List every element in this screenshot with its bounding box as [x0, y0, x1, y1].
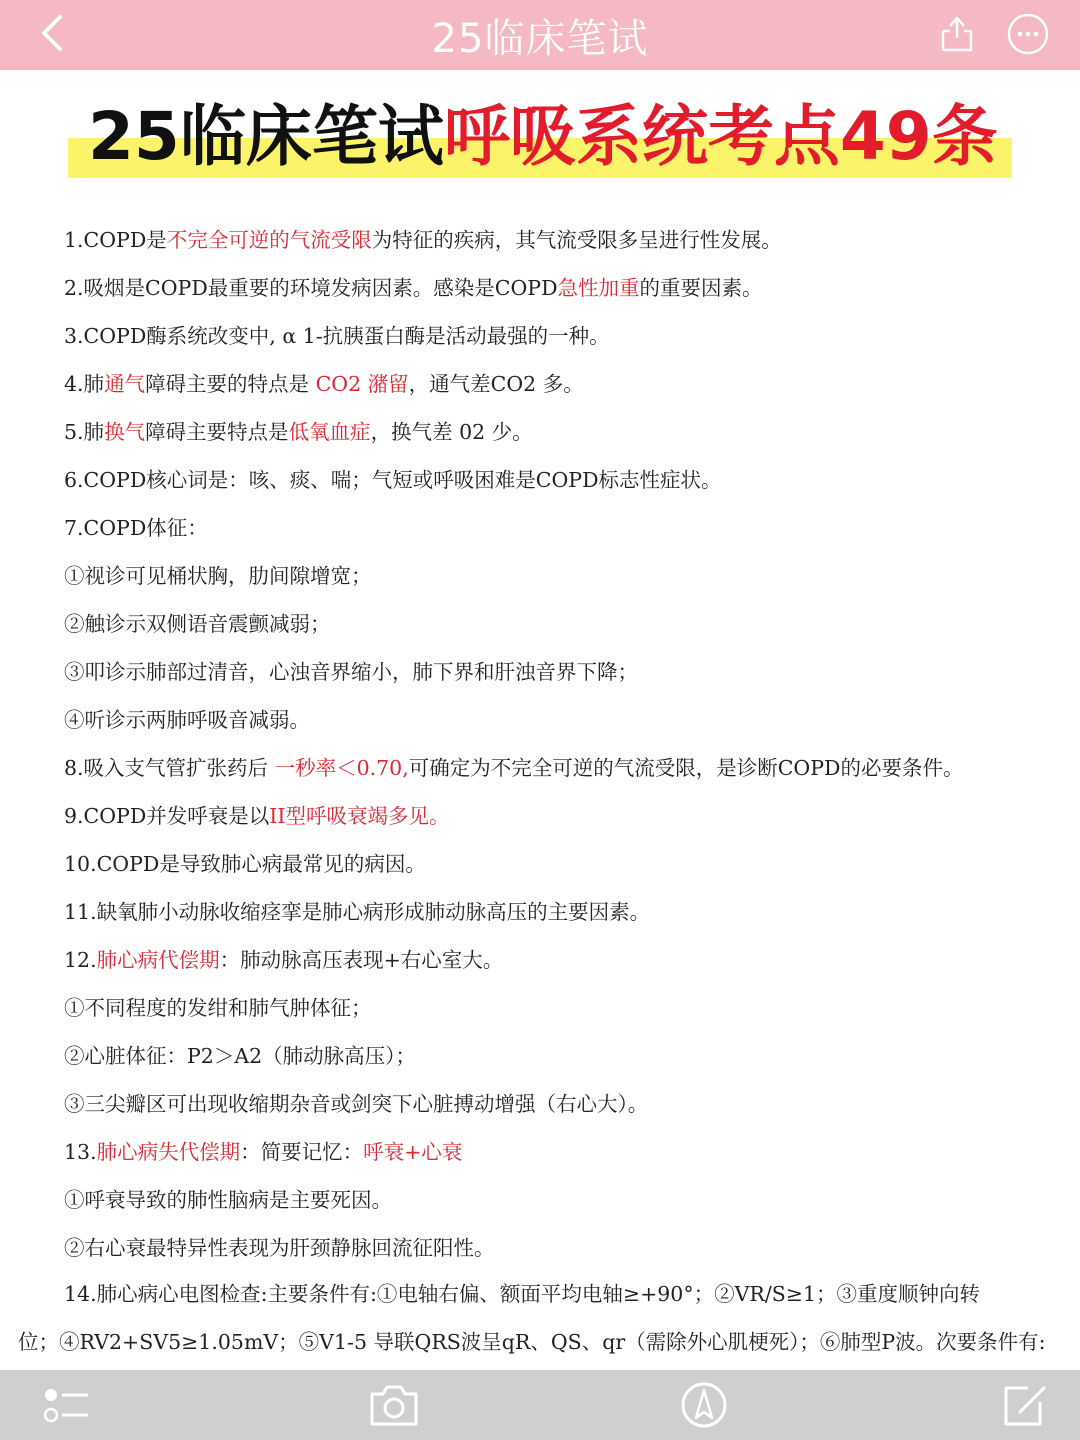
body-text: ③叩诊示肺部过清音，心浊音界缩小，肺下界和肝浊音界下降； — [64, 660, 638, 684]
more-dots-icon — [1006, 12, 1050, 56]
list-toggle-button[interactable] — [40, 1380, 92, 1430]
note-line — [64, 1176, 392, 1224]
note-line — [64, 936, 503, 984]
highlight-text: 肺心病代偿期 — [96, 948, 220, 972]
more-button[interactable] — [1006, 12, 1050, 56]
body-text: ②右心衰最特异性表现为肝颈静脉回流征阳性。 — [64, 1236, 495, 1260]
headline-black-part: 25临床笔试 — [88, 98, 444, 175]
note-line — [64, 888, 650, 936]
share-icon — [934, 10, 980, 56]
list-toggle-icon — [40, 1380, 92, 1430]
highlight-text: 急性加重 — [557, 276, 640, 300]
note-line — [64, 360, 584, 408]
note-line — [64, 744, 963, 792]
body-text: 13. — [64, 1140, 97, 1164]
body-text: 为特征的疾病，其气流受限多呈进行性发展。 — [371, 228, 782, 252]
camera-icon — [368, 1380, 420, 1430]
body-text: 1.COPD是 — [64, 228, 167, 252]
body-text: ④听诊示两肺呼吸音减弱。 — [64, 708, 310, 732]
camera-button[interactable] — [368, 1380, 420, 1430]
body-text: 6.COPD核心词是：咳、痰、喘；气短或呼吸困难是COPD标志性症状。 — [64, 468, 722, 492]
body-text: ②心脏体征：P2＞A2（肺动脉高压）； — [64, 1044, 416, 1068]
body-text: ①不同程度的发绀和肺气肿体征； — [64, 996, 372, 1020]
edit-button[interactable] — [1000, 1380, 1052, 1430]
chevron-left-icon — [36, 13, 66, 53]
highlight-text: 换气 — [104, 420, 146, 444]
top-bar — [0, 0, 1080, 70]
note-line — [64, 648, 638, 696]
highlight-text: II型呼吸衰竭多见。 — [269, 804, 450, 828]
highlight-text: 肺心病失代偿期 — [96, 1140, 241, 1164]
body-text: 障碍主要特点是 — [145, 420, 289, 444]
note-line — [64, 840, 426, 888]
highlight-text: 通气 — [104, 372, 146, 396]
body-text: ②触诊示双侧语音震颤减弱； — [64, 612, 331, 636]
highlight-text: 不完全可逆的气流受限 — [166, 228, 372, 252]
highlight-text: 呼衰+心衰 — [363, 1140, 463, 1164]
note-line — [64, 408, 533, 456]
note-line — [64, 312, 610, 360]
body-text: 位；④RV2+SV5≥1.05mV；⑤V1-5 导联QRS波呈qR、QS、qr（需除外心肌梗死）；⑥肺型P波。次要条件有: — [18, 1330, 1046, 1354]
body-text: 2.吸烟是COPD最重要的环境发病因素。感染是COPD — [64, 276, 558, 300]
note-line — [64, 792, 449, 840]
bottom-toolbar — [0, 1370, 1080, 1440]
body-text: ①视诊可见桶状胸，肋间隙增宽； — [64, 564, 372, 588]
note-line — [64, 1032, 416, 1080]
body-text: 11.缺氧肺小动脉收缩痉挛是肺心病形成肺动脉高压的主要因素。 — [64, 900, 651, 924]
note-line — [64, 1128, 462, 1176]
note-line — [64, 1224, 495, 1272]
compass-icon — [678, 1380, 730, 1430]
edit-icon — [1000, 1380, 1052, 1430]
note-line — [64, 600, 331, 648]
body-text: ，通气差CO2 多。 — [408, 372, 584, 396]
compass-button[interactable] — [678, 1380, 730, 1430]
body-text: 7.COPD体征： — [64, 516, 208, 540]
page-title: 25临床笔试 — [431, 15, 649, 62]
note-line — [64, 1270, 980, 1318]
body-text: 8.吸入支气管扩张药后 — [64, 756, 275, 780]
note-line — [64, 1080, 648, 1128]
note-line — [64, 504, 208, 552]
note-line — [64, 984, 372, 1032]
highlight-text: CO2 潴留 — [315, 372, 409, 396]
body-text: 12. — [64, 948, 97, 972]
body-text: 10.COPD是导致肺心病最常见的病因。 — [64, 852, 426, 876]
body-text: 4.肺 — [64, 372, 105, 396]
highlight-text: 低氧血症 — [288, 420, 371, 444]
body-text: 3.COPD酶系统改变中, α 1-抗胰蛋白酶是活动最强的一种。 — [64, 324, 610, 348]
body-text: 5.肺 — [64, 420, 105, 444]
body-text: ：简要记忆： — [240, 1140, 364, 1164]
share-button[interactable] — [934, 10, 980, 56]
body-text: ：肺动脉高压表现+右心室大。 — [219, 948, 504, 972]
headline — [68, 92, 1012, 182]
body-text: ③三尖瓣区可出现收缩期杂音或剑突下心脏搏动增强（右心大）。 — [64, 1092, 649, 1116]
body-text: ①呼衰导致的肺性脑病是主要死因。 — [64, 1188, 392, 1212]
body-text: ，换气差 02 少。 — [370, 420, 533, 444]
body-text: 的重要因素。 — [639, 276, 763, 300]
headline-red-part: 呼吸系统考点49条 — [443, 98, 998, 175]
note-line — [64, 216, 782, 264]
body-text: 9.COPD并发呼衰是以 — [64, 804, 270, 828]
note-line — [18, 1318, 1046, 1366]
body-text: 14.肺心病心电图检查:主要条件有:①电轴右偏、额面平均电轴≥+90°；②VR/S≥1；③重度顺钟向转 — [64, 1282, 981, 1306]
note-line — [64, 552, 372, 600]
highlight-text: 一秒率＜0.70, — [274, 756, 409, 780]
note-line — [64, 264, 763, 312]
back-button[interactable] — [28, 10, 74, 56]
body-text: 障碍主要的特点是 — [145, 372, 316, 396]
note-line — [64, 456, 722, 504]
body-text: 可确定为不完全可逆的气流受限，是诊断COPD的必要条件。 — [408, 756, 964, 780]
note-line — [64, 696, 310, 744]
